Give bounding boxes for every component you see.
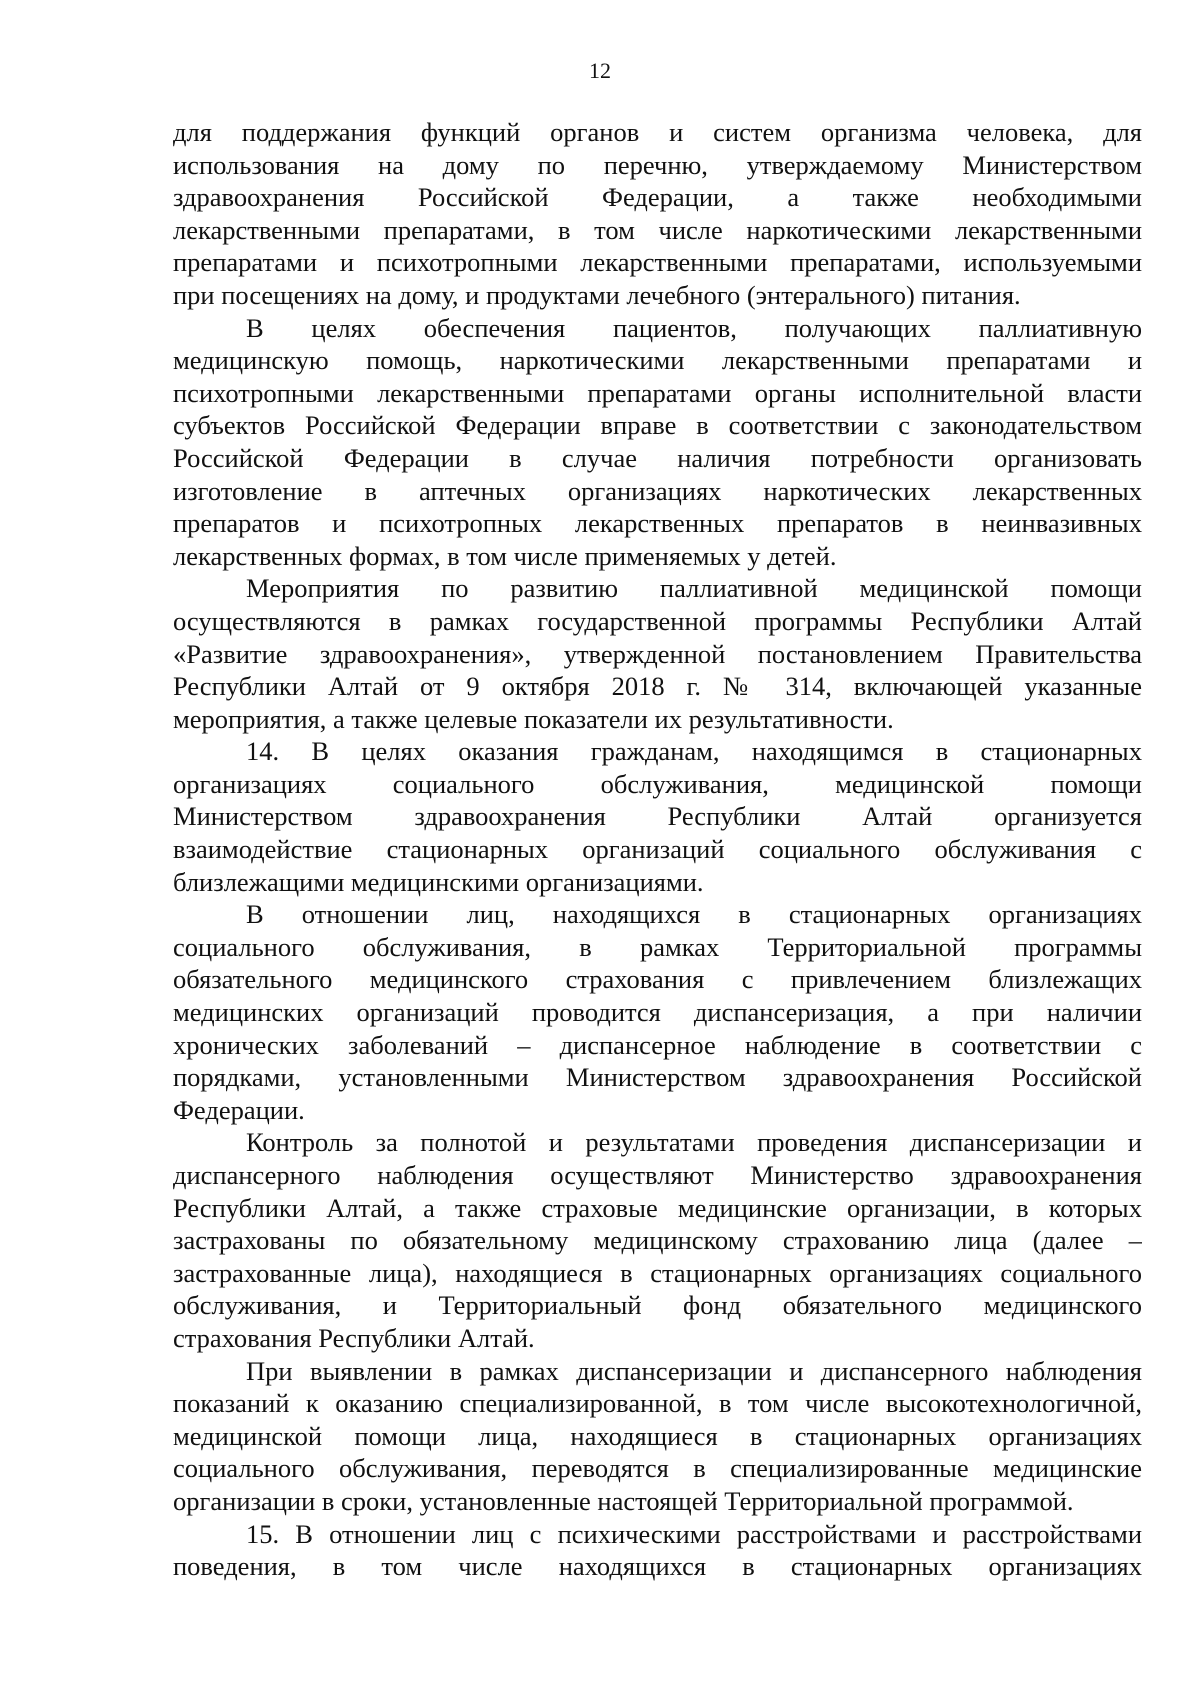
- text-line: изготовление в аптечных организациях наркотических лекарственных: [173, 475, 1142, 506]
- text-line: Мероприятия по развитию паллиативной медицинской помощи: [246, 573, 1142, 604]
- text-line: при посещениях на дому, и продуктами лечебного (энтерального) питания.: [173, 279, 1021, 310]
- text-line: мероприятия, а также целевые показатели их результативности.: [173, 703, 894, 734]
- text-line: Республики Алтай от 9 октября 2018 г. № 314, включающей указанные: [173, 671, 1142, 702]
- document-body: [173, 116, 1142, 1583]
- text-line: близлежащими медицинскими организациями.: [173, 866, 704, 897]
- text-line: обязательного медицинского страхования с привлечением близлежащих: [173, 964, 1142, 995]
- text-line: застрахованы по обязательному медицинскому страхованию лица (далее –: [173, 1225, 1142, 1256]
- text-line: социального обслуживания, переводятся в специализированные медицинские: [173, 1453, 1142, 1484]
- text-line: В целях обеспечения пациентов, получающих паллиативную: [246, 312, 1142, 343]
- text-line: препаратами и психотропными лекарственными препаратами, используемыми: [173, 247, 1142, 278]
- text-line: психотропными лекарственными препаратами органы исполнительной власти: [173, 377, 1142, 408]
- text-line: поведения, в том числе находящихся в стационарных организациях: [173, 1551, 1142, 1582]
- text-line: 14. В целях оказания гражданам, находящимся в стационарных: [246, 736, 1142, 767]
- text-line: «Развитие здравоохранения», утвержденной постановлением Правительства: [173, 638, 1142, 669]
- text-line: использования на дому по перечню, утверждаемому Министерством: [173, 149, 1142, 180]
- text-line: медицинских организаций проводится диспансеризация, а при наличии: [173, 997, 1142, 1028]
- text-line: Министерством здравоохранения Республики Алтай организуется: [173, 801, 1142, 832]
- page-number: 12: [589, 58, 611, 83]
- text-line: При выявлении в рамках диспансеризации и диспансерного наблюдения: [246, 1355, 1142, 1386]
- text-line: застрахованные лица), находящиеся в стационарных организациях социального: [173, 1257, 1142, 1288]
- text-line: обслуживания, и Территориальный фонд обязательного медицинского: [173, 1290, 1142, 1321]
- text-line: социального обслуживания, в рамках Территориальной программы: [173, 931, 1142, 962]
- text-line: Российской Федерации в случае наличия потребности организовать: [173, 442, 1142, 473]
- text-line: лекарственных формах, в том числе применяемых у детей.: [173, 540, 837, 571]
- text-line: В отношении лиц, находящихся в стационарных организациях: [246, 899, 1142, 930]
- text-line: организации в сроки, установленные настоящей Территориальной программой.: [173, 1485, 1074, 1516]
- text-line: здравоохранения Российской Федерации, а также необходимыми: [173, 182, 1142, 213]
- text-line: для поддержания функций органов и систем организма человека, для: [173, 117, 1142, 147]
- text-line: медицинской помощи лица, находящиеся в стационарных организациях: [173, 1420, 1142, 1451]
- text-line: показаний к оказанию специализированной, в том числе высокотехнологичной,: [173, 1388, 1142, 1419]
- text-line: Контроль за полнотой и результатами проведения диспансеризации и: [246, 1127, 1142, 1158]
- text-line: организациях социального обслуживания, медицинской помощи: [173, 768, 1142, 799]
- text-line: субъектов Российской Федерации вправе в соответствии с законодательством: [173, 410, 1142, 441]
- text-line: страхования Республики Алтай.: [173, 1322, 535, 1353]
- text-line: препаратов и психотропных лекарственных препаратов в неинвазивных: [173, 508, 1142, 539]
- text-line: порядками, установленными Министерством здравоохранения Российской: [173, 1062, 1142, 1093]
- text-line: Республики Алтай, а также страховые медицинские организации, в которых: [173, 1192, 1142, 1223]
- text-line: осуществляются в рамках государственной программы Республики Алтай: [173, 605, 1142, 636]
- text-line: лекарственными препаратами, в том числе наркотическими лекарственными: [173, 214, 1142, 245]
- text-line: взаимодействие стационарных организаций социального обслуживания с: [173, 834, 1142, 865]
- text-line: медицинскую помощь, наркотическими лекарственными препаратами и: [173, 345, 1142, 376]
- text-line: Федерации.: [173, 1094, 305, 1125]
- text-line: диспансерного наблюдения осуществляют Министерство здравоохранения: [173, 1160, 1142, 1190]
- text-line: хронических заболеваний – диспансерное наблюдение в соответствии с: [173, 1029, 1142, 1060]
- text-line: 15. В отношении лиц с психическими расстройствами и расстройствами: [246, 1518, 1142, 1549]
